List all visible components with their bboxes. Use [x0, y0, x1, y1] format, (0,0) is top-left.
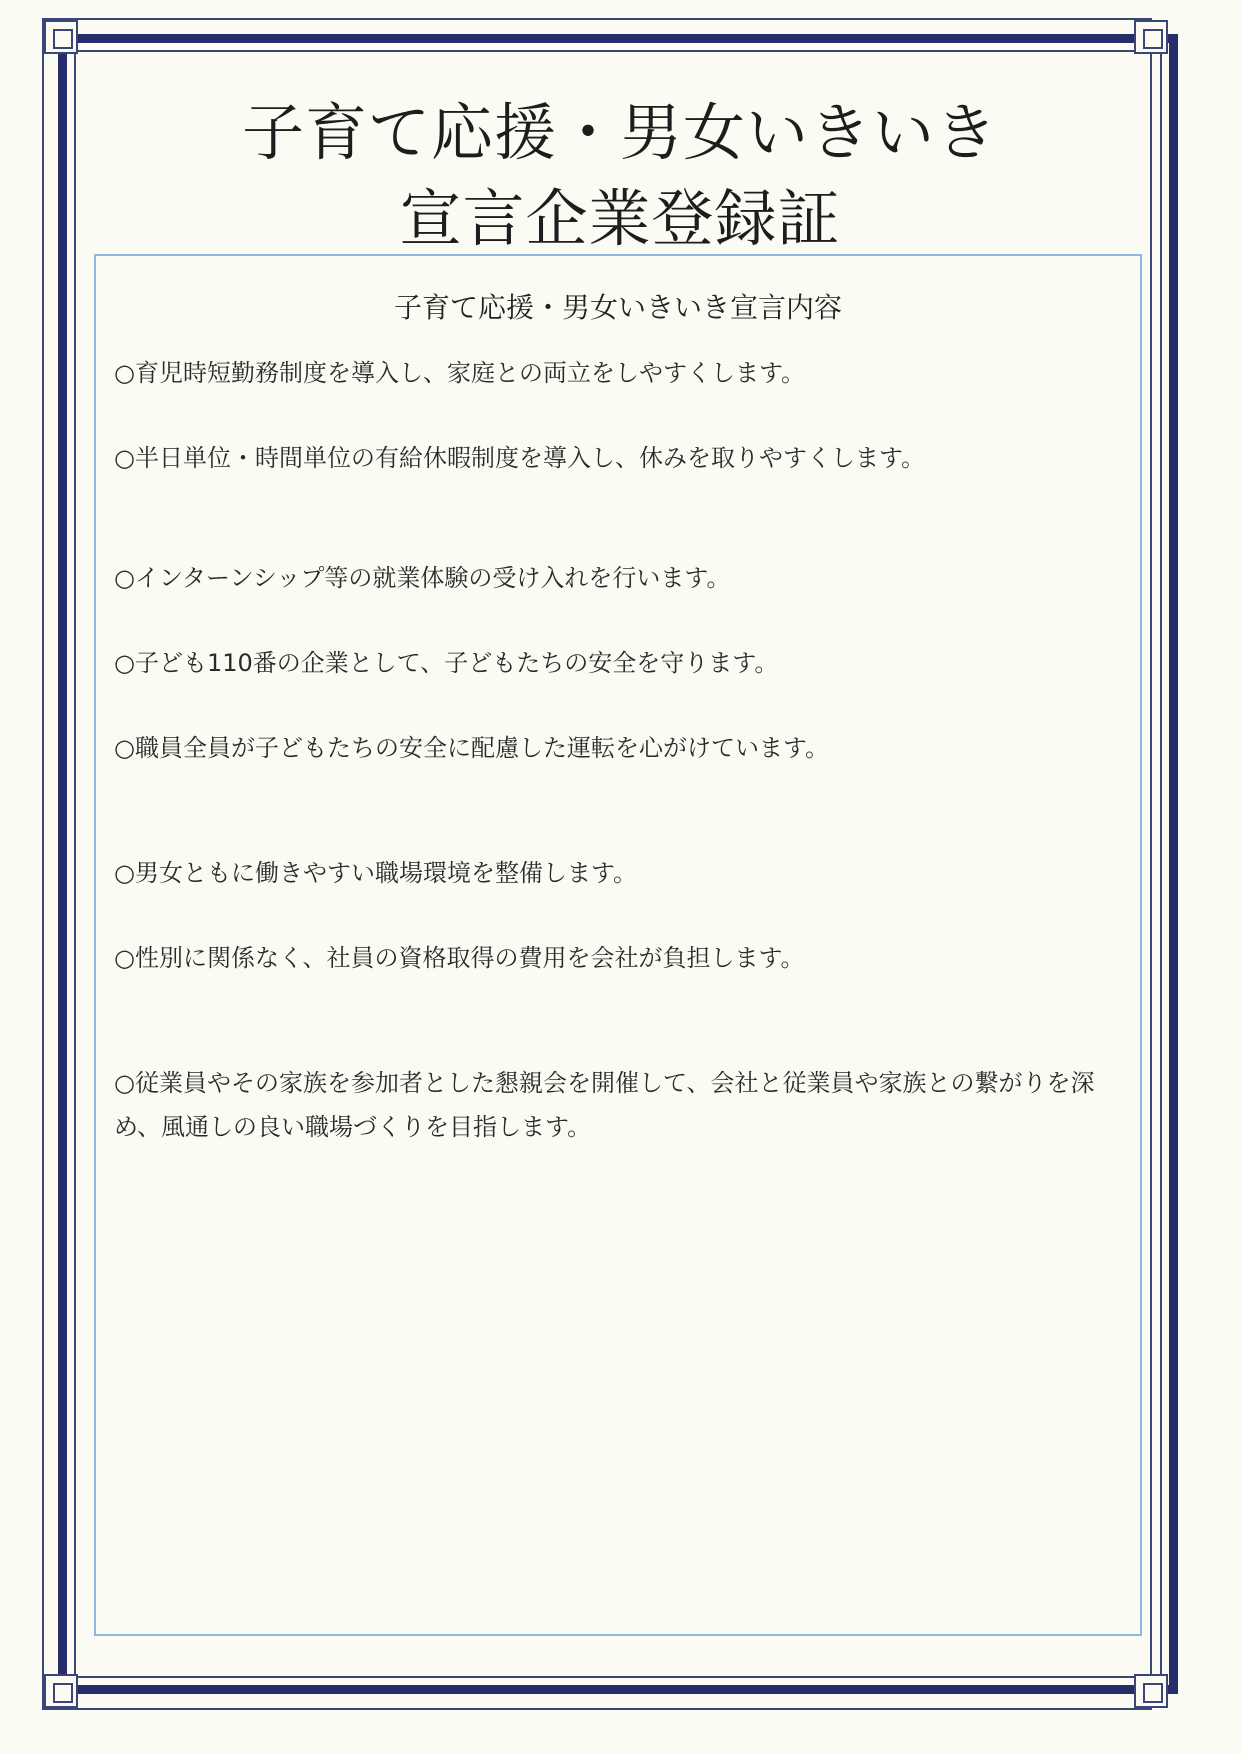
- declaration-box: [94, 254, 1142, 1636]
- declaration-item-1: ○育児時短勤務制度を導入し、家庭との両立をしやすくします。: [114, 359, 806, 387]
- title-line-1: 子育て応援・男女いきいき: [241, 96, 998, 169]
- corner-ornament-top-right: [1134, 20, 1168, 54]
- declaration-item-3: ○インターンシップ等の就業体験の受け入れを行います。: [114, 564, 731, 592]
- declaration-item-6: ○男女ともに働きやすい職場環境を整備します。: [114, 859, 638, 887]
- corner-ornament-bottom-right: [1134, 1674, 1168, 1708]
- declaration-heading: 子育て応援・男女いきいき宣言内容: [393, 291, 842, 324]
- declaration-item-4: ○子ども110番の企業として、子どもたちの安全を守ります。: [114, 649, 779, 677]
- declaration-item-8: ○従業員やその家族を参加者とした懇親会を開催して、会社と従業員や家族との繋がりを深め、風通しの良い職場づくりを目指します。: [114, 1069, 1095, 1141]
- declaration-item-2: ○半日単位・時間単位の有給休暇制度を導入し、休みを取りやすくします。: [114, 444, 926, 472]
- title-line-2: 宣言企業登録証: [399, 182, 841, 255]
- corner-ornament-bottom-left: [44, 1674, 78, 1708]
- corner-ornament-top-left: [44, 20, 78, 54]
- certificate-title: [90, 90, 1150, 262]
- declaration-item-5: ○職員全員が子どもたちの安全に配慮した運転を心がけています。: [114, 734, 830, 762]
- declaration-item-7: ○性別に関係なく、社員の資格取得の費用を会社が負担します。: [114, 944, 805, 972]
